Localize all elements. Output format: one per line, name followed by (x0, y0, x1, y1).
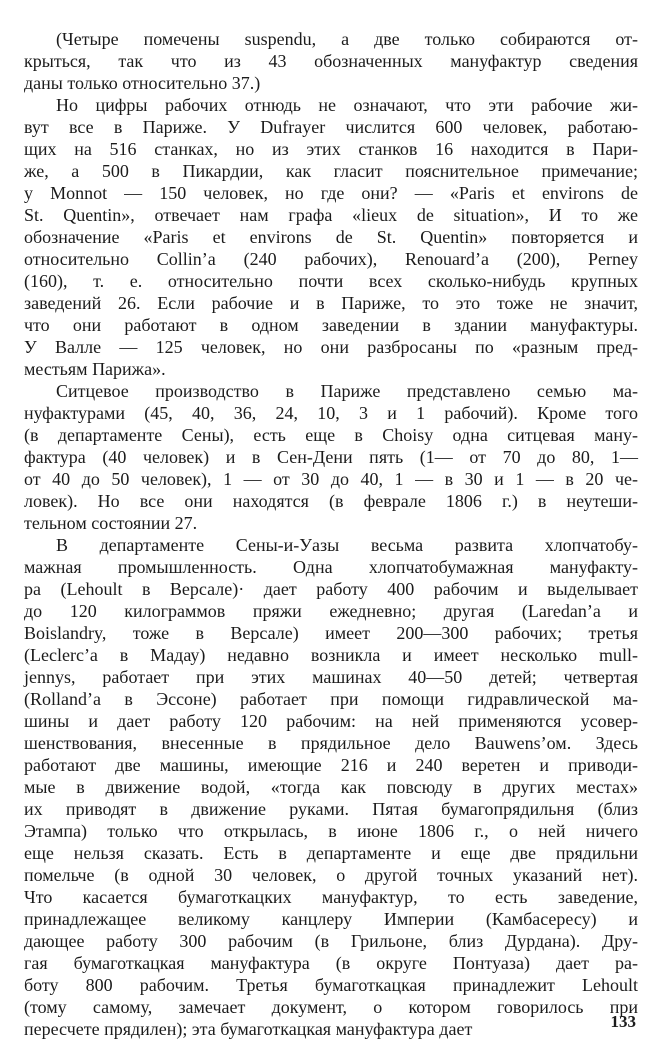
text-line: местьям Парижа». (24, 359, 166, 379)
page-number: 133 (610, 1012, 636, 1031)
text-line: обозначение «Paris et environs de St. Quentin» повторяется и (24, 227, 638, 247)
paragraph (24, 380, 638, 534)
text-line: работают две машины, имеющие 216 и 240 веретен и приводи- (24, 755, 638, 775)
text-line: крыться, так что из 43 обозначенных мануфактур сведения (24, 51, 638, 71)
text-line: (Четыре помечены suspendu, а две только собираются от- (56, 29, 638, 49)
text-line: дающее работу 300 рабочим (в Грильоне, близ Дурдана). Дру- (24, 931, 638, 951)
text-line: боту 800 рабочим. Третья бумаготкацкая принадлежит Lehoult (24, 975, 638, 995)
text-line: тельном состоянии 27. (24, 513, 198, 533)
text-line: щих на 516 станках, но из этих станков 16 находится в Пари- (24, 139, 638, 159)
text-line: Что касается бумаготкацких мануфактур, то есть заведение, (24, 887, 638, 907)
text-line: же, а 500 в Пикардии, как гласит пояснительное примечание; (24, 161, 638, 181)
paragraph (24, 534, 638, 1040)
text-line: у Monnot — 150 человек, но где они? — «Paris et environs de (24, 183, 638, 203)
text-line: даны только относительно 37.) (24, 73, 261, 93)
text-line: вут все в Париже. У Dufrayer числится 600 человек, работаю- (24, 117, 638, 137)
text-line: (Rolland’a в Эссоне) работает при помощи гидравлической ма- (24, 689, 638, 709)
text-line: У Валле — 125 человек, но они разбросаны по «разным пред- (24, 337, 638, 357)
text-line: их приводят в движение руками. Пятая бумагопрядильня (близ (24, 799, 638, 819)
text-line: (160), т. е. относительно почти всех сколько-нибудь крупных (24, 271, 638, 291)
text-line: шины и дает работу 120 рабочим: на ней применяются усовер- (24, 711, 638, 731)
text-line: относительно Collin’a (240 рабочих), Renouard’a (200), Perney (24, 249, 638, 269)
text-line: (Leclerc’a в Мадау) недавно возникла и имеет несколько mull- (24, 645, 638, 665)
text-line: Ситцевое производство в Париже представлено семью ма- (56, 381, 638, 401)
text-line: St. Quentin», отвечает нам графа «lieux de situation», И то же (24, 205, 638, 225)
text-line: пересчете прядилен); эта бумаготкацкая мануфактура дает (24, 1019, 473, 1039)
text-line: от 40 до 50 человек), 1 — от 30 до 40, 1 — в 30 и 1 — в 20 че- (24, 469, 638, 489)
body-text (24, 28, 638, 1040)
text-line: фактура (40 человек) и в Сен-Дени пять (1— от 70 до 80, 1— (24, 447, 638, 467)
text-line: гая бумаготкацкая мануфактура (в округе Понтуаза) дает ра- (24, 953, 638, 973)
text-line: мажная промышленность. Одна хлопчатобумажная мануфакту- (24, 557, 638, 577)
text-line: шенствования, внесенные в прядильное дело Bauwens’ом. Здесь (24, 733, 638, 753)
paragraph (24, 28, 638, 94)
text-line: (в департаменте Сены), есть еще в Choisy одна ситцевая ману- (24, 425, 638, 445)
text-line: ра (Lehoult в Версале)· дает работу 400 рабочим и выделывает (24, 579, 638, 599)
text-line: принадлежащее великому канцлеру Империи (Камбасересу) и (24, 909, 638, 929)
text-line: Но цифры рабочих отнюдь не означают, что эти рабочие жи- (56, 95, 638, 115)
text-line: помельче (в одной 30 человек, о другой точных указаний нет). (24, 865, 638, 885)
text-line: мые в движение водой, «тогда как повсюду в других местах» (24, 777, 638, 797)
text-line: до 120 килограммов пряжи ежедневно; другая (Laredan’a и (24, 601, 638, 621)
text-line: jennys, работает при этих машинах 40—50 детей; четвертая (24, 667, 638, 687)
text-line: что они работают в одном заведении в здании мануфактуры. (24, 315, 638, 335)
text-line: заведений 26. Если рабочие и в Париже, то это тоже не значит, (24, 293, 638, 313)
paragraph (24, 94, 638, 380)
text-line: (тому самому, замечает документ, о котором говорилось при (24, 997, 638, 1017)
text-line: ловек). Но все они находятся (в феврале 1806 г.) в неутеши- (24, 491, 638, 511)
text-line: Этампа) только что открылась, в июне 1806 г., о ней ничего (24, 821, 638, 841)
text-line: В департаменте Сены-и-Уазы весьма развита хлопчатобу- (56, 535, 638, 555)
text-line: нуфактурами (45, 40, 36, 24, 10, 3 и 1 рабочий). Кроме того (24, 403, 638, 423)
text-line: Boislandry, тоже в Версале) имеет 200—300 рабочих; третья (24, 623, 638, 643)
text-line: еще нельзя сказать. Есть в департаменте и еще две прядильни (24, 843, 638, 863)
